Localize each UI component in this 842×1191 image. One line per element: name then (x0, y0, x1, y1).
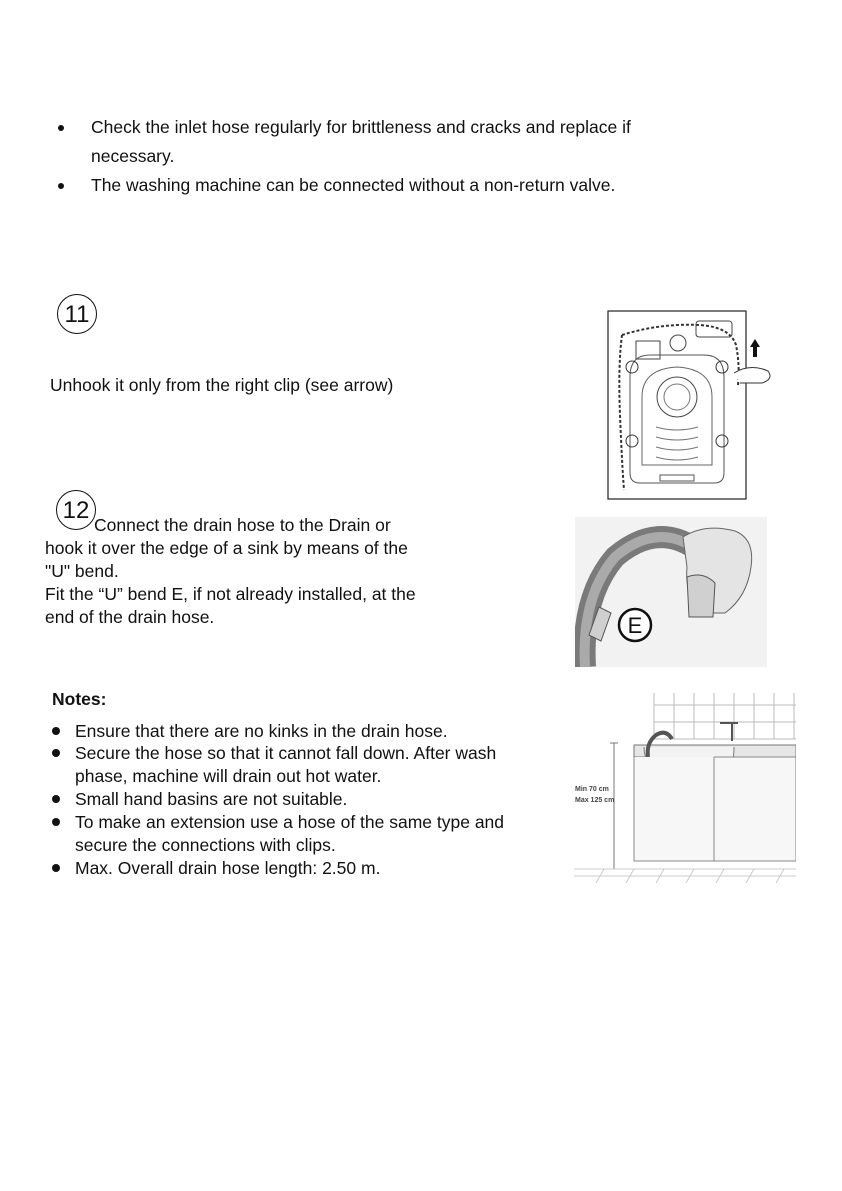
note-line: secure the connections with clips. (75, 835, 336, 855)
bullet-dot (52, 749, 60, 757)
bullet-text-line: The washing machine can be connected without a non-return valve. (91, 175, 616, 195)
bullet-dot (52, 727, 60, 735)
note-line: To make an extension use a hose of the same type and (75, 812, 505, 832)
notes-title: Notes: (52, 689, 107, 709)
note-line: Small hand basins are not suitable. (75, 789, 348, 809)
bullet-dot (52, 864, 60, 872)
machine-rear-illustration (600, 305, 780, 501)
sink-installation-illustration (574, 693, 796, 883)
u-bend-hose-illustration (575, 517, 767, 667)
max-height-label: Max 125 cm (575, 797, 615, 804)
note-line: Secure the hose so that it cannot fall down. After wash (75, 743, 497, 763)
step-12-line: "U" bend. (45, 561, 119, 581)
step-12-line: end of the drain hose. (45, 607, 215, 627)
step-12-line: hook it over the edge of a sink by means of the (45, 538, 408, 558)
bullet-text-line: necessary. (91, 146, 175, 166)
step-12-line: Fit the “U” bend E, if not already installed, at the (45, 584, 416, 604)
bullet-text-line: Check the inlet hose regularly for brittleness and cracks and replace if (91, 117, 631, 137)
note-line: Ensure that there are no kinks in the drain hose. (75, 721, 448, 741)
bullet-dot (52, 818, 60, 826)
bullet-dot (52, 795, 60, 803)
u-bend-label-e: E (627, 613, 643, 638)
step-11-number: 11 (57, 294, 97, 334)
note-line: Max. Overall drain hose length: 2.50 m. (75, 858, 381, 878)
step-11-text: Unhook it only from the right clip (see arrow) (50, 375, 394, 395)
min-height-label: Min 70 cm (575, 786, 609, 793)
note-line: phase, machine will drain out hot water. (75, 766, 382, 786)
step-12-line: Connect the drain hose to the Drain or (94, 515, 391, 535)
step-12-number: 12 (56, 490, 96, 530)
